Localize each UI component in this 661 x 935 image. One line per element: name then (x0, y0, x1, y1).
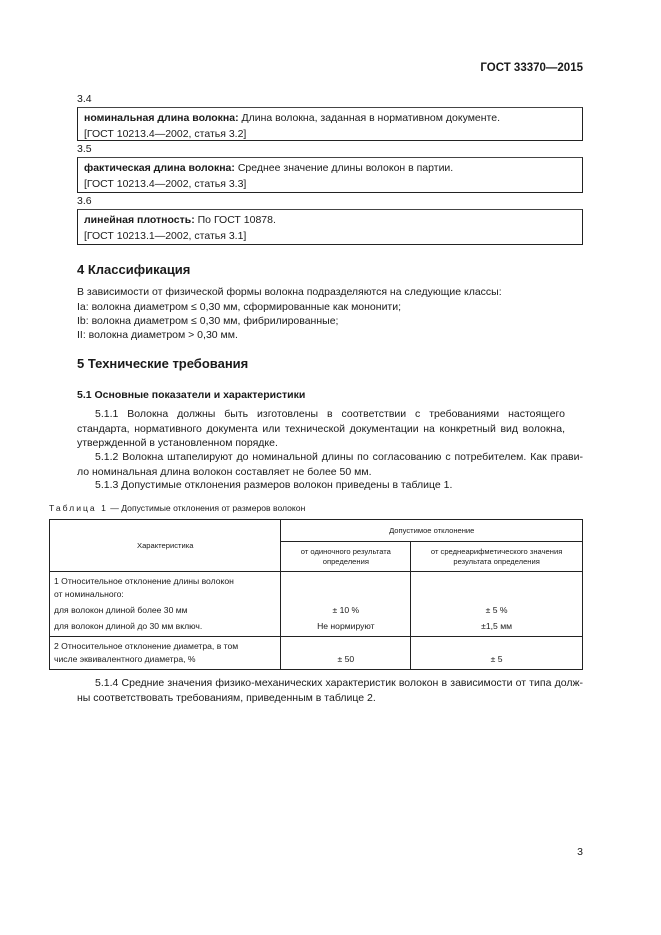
class-item: Ib: волокна диаметром ≤ 0,30 мм, фибрилированные; (77, 315, 339, 327)
column-header-tolerance: Допустимое отклонение (281, 520, 583, 542)
table-1 (49, 519, 583, 670)
definition-box-3-4 (77, 107, 583, 141)
table-caption-label: Таблица 1 (49, 503, 108, 513)
row-title: 2 Относительное отклонение диаметра, в том (54, 641, 239, 651)
paragraph-5-1-2 (77, 450, 583, 479)
column-header-mean-result: от среднеарифметического значения результата определения (411, 542, 583, 572)
paragraph-text: 5.1.3 Допустимые отклонения размеров волокон приведены в таблице 1. (95, 479, 453, 491)
row-sub-label: для волокон длиной более 30 мм (54, 605, 188, 615)
column-header-characteristic: Характеристика (50, 520, 281, 572)
cell-value: ± 5 % (485, 605, 508, 615)
definition-term: номинальная длина волокна: (84, 112, 239, 124)
definition-text: По ГОСТ 10878. (194, 214, 276, 226)
table-row (50, 572, 583, 637)
definition-number: 3.4 (77, 93, 92, 105)
cell-value: ±1,5 мм (481, 621, 513, 631)
table-caption-text: — Допустимые отклонения от размеров волокон (107, 503, 306, 513)
section-4-title: 4 Классификация (77, 262, 191, 277)
class-item: II: волокна диаметром > 0,30 мм. (77, 329, 238, 341)
section-5-title: 5 Технические требования (77, 356, 249, 371)
definition-text: Среднее значение длины волокон в партии. (234, 162, 454, 174)
definition-reference: [ГОСТ 10213.4—2002, статья 3.3] (84, 178, 247, 190)
document-header: ГОСТ 33370—2015 (480, 62, 583, 74)
paragraph-text: 5.1.4 Средние значения физико-механических характеристик волокон в зависимости от типа долж-ны соответствовать требованиям, приведенным в таблице 2. (77, 677, 583, 704)
definition-number: 3.6 (77, 195, 92, 207)
table-row (50, 637, 583, 670)
paragraph-text: 5.1.2 Волокна штапелируют до номинальной длины по согласованию с потребителем. Как прави-ло номинальная длина волокон составляет не более 50 мм. (77, 451, 583, 478)
definition-text: Длина волокна, заданная в нормативном документе. (238, 112, 501, 124)
paragraph-5-1-3 (77, 478, 583, 493)
cell-value: Не нормируют (317, 621, 375, 631)
row-sub-label: для волокон длиной до 30 мм включ. (54, 621, 203, 631)
page-number: 3 (577, 846, 583, 858)
cell-value: ± 50 (281, 637, 411, 670)
definition-term: фактическая длина волокна: (84, 162, 235, 174)
row-title: числе эквивалентного диаметра, % (54, 654, 196, 664)
subsection-5-1-title: 5.1 Основные показатели и характеристики (77, 389, 306, 401)
paragraph-5-1-1 (59, 407, 565, 451)
table-1-caption (49, 503, 305, 513)
definition-box-3-5 (77, 157, 583, 193)
definition-reference: [ГОСТ 10213.1—2002, статья 3.1] (84, 230, 247, 242)
definition-box-3-6 (77, 209, 583, 245)
definition-term: линейная плотность: (84, 214, 195, 226)
column-header-single-result: от одиночного результата определения (281, 542, 411, 572)
definition-number: 3.5 (77, 143, 92, 155)
cell-value: ± 5 (411, 637, 583, 670)
section-4-intro: В зависимости от физической формы волокна подразделяются на следующие классы: (77, 286, 502, 298)
paragraph-text: 5.1.1 Волокна должны быть изготовлены в соответствии с требованиями настоящего стандарта, нормативного документа или технической документации на конкретный вид волокна, утвержденной в установленном порядке. (77, 408, 565, 449)
class-item: Ia: волокна диаметром ≤ 0,30 мм, сформированные как мононити; (77, 301, 402, 313)
row-title: 1 Относительное отклонение длины волокон (54, 576, 234, 586)
row-title: от номинального: (54, 589, 124, 599)
definition-reference: [ГОСТ 10213.4—2002, статья 3.2] (84, 128, 247, 140)
paragraph-5-1-4 (77, 676, 583, 705)
cell-value: ± 10 % (332, 605, 360, 615)
